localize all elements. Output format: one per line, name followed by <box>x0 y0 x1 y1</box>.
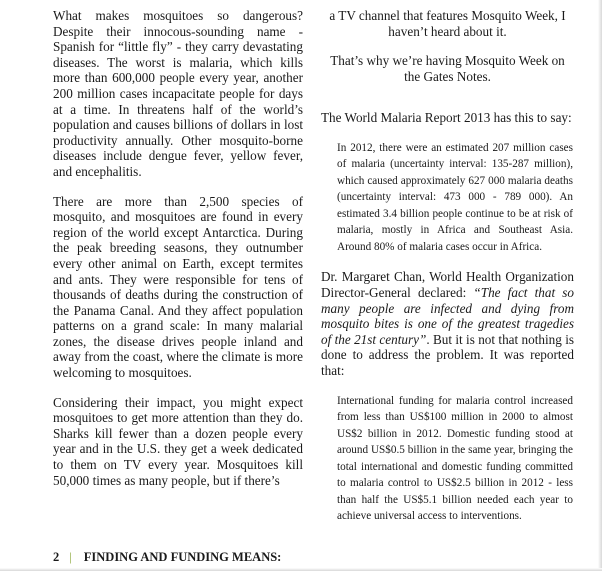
paragraph-mosquito-danger: What makes mosquitoes so dangerous? Despite their innocous-sounding name - Spanish for “little fly” - they carry devastating diseases. The worst is malaria, which kills more than 600,000 people every year, another 200 million cases incapacitate people for days at a time. In threatens half of the world’s population and causes billions of dollars in lost productivity annually. Other mosquito-borne diseases include dengue fever, yellow fever, and encephalitis. <box>53 8 303 179</box>
paragraph-mosquito-species: There are more than 2,500 species of mosquito, and mosquitoes are found in every region of the world except Antarctica. During the peak breeding seasons, they outnumber every other animal on Earth, except termites and ants. They were responsible for tens of thousands of deaths during the construction of the Panama Canal. And they affect population patterns on a grand scale: In many malarial zones, the disease drives people inland and away from the coast, where the climate is more welcoming to mosquitoes. <box>53 193 303 381</box>
left-column <box>53 8 303 502</box>
running-title: FINDING AND FUNDING MEANS: <box>83 550 282 564</box>
paragraph-mosquito-week: That’s why we’re having Mosquito Week on the Gates Notes. <box>330 53 565 84</box>
paragraph-chan-declaration <box>321 269 574 378</box>
chan-intro: Dr. Margaret Chan, World Health Organization Director-General declared: <box>321 269 574 301</box>
page-footer <box>53 550 281 565</box>
footer-separator: | <box>69 550 72 564</box>
paragraph-malaria-report-intro: The World Malaria Report 2013 has this to say: <box>321 110 572 126</box>
paragraph-mosquito-attention: Considering their impact, you might expect mosquitoes to get more attention than they do. Sharks kill fewer than a dozen people every year and in the U.S. they get a week dedicated to them on TV every year. Mosquitoes kill 50,000 times as many people, but if there’s <box>53 394 303 488</box>
chan-continuation: . But it is not that nothing is done to address the problem. It was reported that: <box>321 331 574 379</box>
paragraph-tv-channel: a TV channel that features Mosquito Week, I haven’t heard about it. <box>329 8 566 39</box>
blockquote-malaria-report: In 2012, there were an estimated 207 million cases of malaria (uncertainty interval: 135-287 million), which caused approximately 627 000 malaria deaths (uncertainty interval: 473 000 - 789 000). An estimated 3.4 billion people continue to be at risk of malaria, mostly in Africa and Southeast Asia. Around 80% of malaria cases occur in Africa. <box>337 141 573 253</box>
chan-quote: “The fact that so many people are infected and dying from mosquito bites is one of the greatest tragedies of the 21st century” <box>321 285 574 347</box>
blockquote-funding: International funding for malaria control increased from less than US$100 million in 2000 to almost US$2 billion in 2012. Domestic funding stood at around US$0.5 billion in the same year, bringing the total international and domestic funding committed to malaria control to US$2.5 billion in 2012 - less than half the US$5.1 billion needed each year to achieve universal access to interventions. <box>337 394 573 523</box>
page-number: 2 <box>53 550 60 564</box>
page-shadow-right <box>598 0 602 571</box>
right-column <box>321 8 574 539</box>
